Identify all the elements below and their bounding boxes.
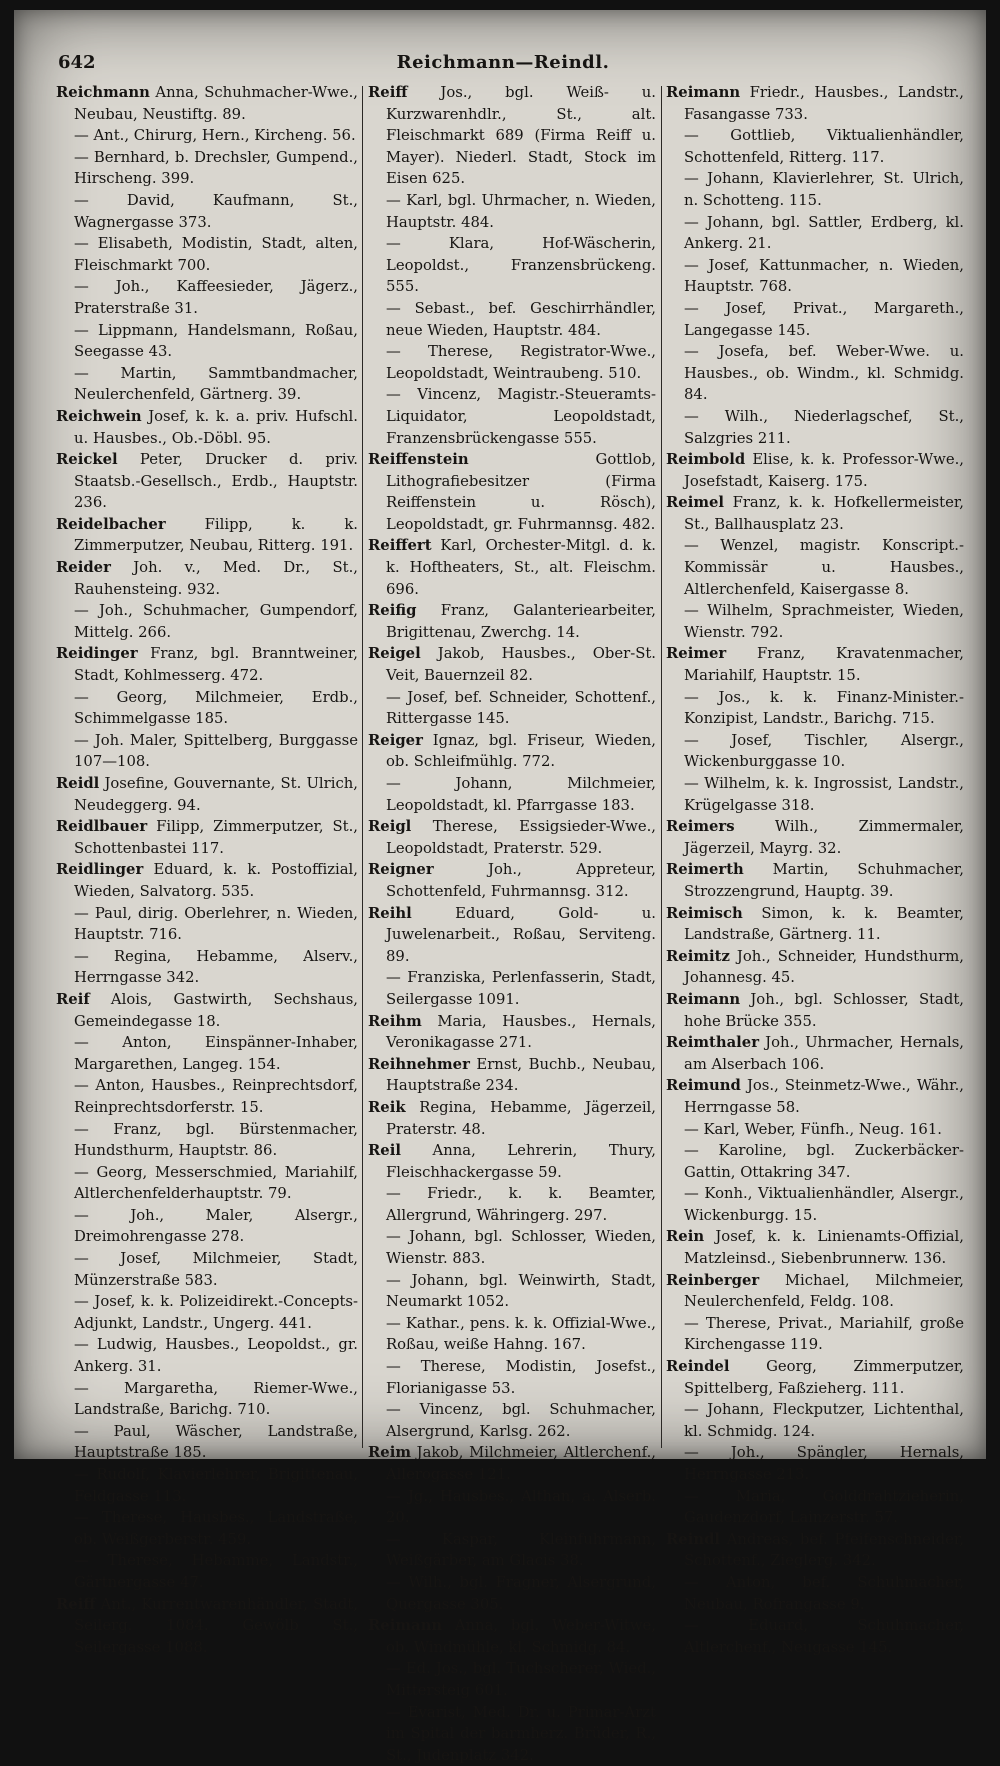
entry-details: — Anton, Hausbes., Reinprechtsdorf, Reinprechtsdorferstr. 15. <box>74 1077 358 1116</box>
entry-details: — Joh., Schuhmacher, Gumpendorf, Mittelg. 266. <box>74 602 358 641</box>
directory-entry <box>56 1291 358 1334</box>
entry-details: Franz, Kravatenmacher, Mariahilf, Hauptstr. 15. <box>684 645 964 685</box>
entry-surname: Reimers <box>666 818 735 836</box>
column-2 <box>368 82 656 1764</box>
entry-details: — Vincenz, bgl. Schuhmacher, Alsergrund, Karlsg. 262. <box>386 1401 656 1440</box>
directory-entry <box>56 1205 358 1248</box>
entry-surname: Reidlinger <box>56 861 144 879</box>
entry-details: — Therese, Hausbes., Landstraße, ob. Weißgerberstr. 459. <box>74 1509 358 1548</box>
entry-details: — Johann, Klavierlehrer, St. Ulrich, n. Schotteng. 115. <box>684 170 964 209</box>
column-rule <box>661 86 662 1448</box>
entry-details: Anna, bgl. Weber-Witwe, ob. Windmühle, kl. Schmidg. 84. <box>386 1617 656 1656</box>
entry-details: Ernst, Buchb., Neubau, Hauptstraße 234. <box>386 1055 656 1095</box>
directory-entry <box>368 82 656 190</box>
entry-details: Georg, Zimmerputzer, Spittelberg, Faßzieherg. 111. <box>684 1358 964 1397</box>
entry-surname: Reigel <box>368 645 421 663</box>
entry-details: — Josef, Milchmeier, Stadt, Münzerstraße 583. <box>74 1250 358 1289</box>
directory-entry <box>56 557 358 600</box>
entry-surname: Reimann <box>368 1617 443 1635</box>
directory-entry <box>368 298 656 341</box>
entry-details: — Joh., Spängler, Hernals, Herrngasse 213. <box>684 1444 964 1483</box>
entry-details: Joh., bgl. Schlosser, Stadt, hohe Brücke 355. <box>684 990 964 1030</box>
entry-details: — Ludwig, Hausbes., Leopoldst., gr. Ankerg. 31. <box>74 1336 358 1376</box>
entry-details: — Klara, Hof-Wäscherin, Leopoldst., Franzensbrückeng. 555. <box>386 235 656 296</box>
entry-surname: Reil <box>368 1142 401 1160</box>
directory-entry <box>368 903 656 968</box>
page-header <box>30 48 976 84</box>
directory-entry <box>56 276 358 319</box>
entry-details: — Maria, Golddrahtzieherin, Gaudenzdorf, Lainzerstr. 57. <box>684 1487 964 1527</box>
directory-entry <box>368 535 656 600</box>
entry-details: — Friedr., k. k. Beamter, Allergrund, Währingerg. 297. <box>386 1185 656 1224</box>
entry-details: Maria, Hausbes., Hernals, Veronikagasse 271. <box>386 1012 656 1052</box>
directory-entry <box>368 341 656 384</box>
directory-entry <box>56 1162 358 1205</box>
directory-entry <box>666 212 964 255</box>
directory-entry <box>368 190 656 233</box>
entry-surname: Reimthaler <box>666 1034 760 1052</box>
directory-entry <box>368 1140 656 1183</box>
directory-entry <box>666 946 964 989</box>
directory-entry <box>666 816 964 859</box>
entry-details: Anna, Lehrerin, Thury, Fleischhackergasse 59. <box>386 1142 656 1181</box>
directory-entry <box>666 449 964 492</box>
directory-entry <box>368 1572 656 1615</box>
entry-details: — Franziska, Perlenfasserin, Stadt, Seilergasse 1091. <box>386 969 656 1008</box>
directory-entry <box>368 1442 656 1485</box>
entry-details: — Josef, k. k. Polizeidirekt.-Concepts-Adjunkt, Landstr., Ungerg. 441. <box>74 1293 358 1332</box>
directory-entry <box>56 816 358 859</box>
directory-entry <box>56 946 358 989</box>
entry-details: — Lippmann, Handelsmann, Roßau, Seegasse 43. <box>74 321 358 361</box>
entry-details: Peter, Drucker d. priv. Staatsb.-Gesellsch., Erdb., Hauptstr. 236. <box>74 451 358 512</box>
entry-details: — Therese, Hebamme, Landstr., Gärtnergasse 47. <box>74 1552 358 1591</box>
directory-entry <box>666 535 964 600</box>
running-title: Reichmann—Reindl. <box>396 52 610 73</box>
entry-surname: Reimisch <box>666 904 743 922</box>
directory-entry <box>368 449 656 535</box>
entry-surname: Rein <box>666 1228 705 1246</box>
entry-surname: Reimerth <box>666 861 744 879</box>
entry-details: — Gottlieb, Viktualienhändler, Schottenfeld, Ritterg. 117. <box>684 127 964 166</box>
entry-surname: Reidelbacher <box>56 515 166 533</box>
entry-surname: Reimel <box>666 494 725 512</box>
entry-details: — Anton, bef. Schuhmacher, Neubau, Rofrangasse 9. <box>684 1573 964 1613</box>
directory-entry <box>666 989 964 1032</box>
directory-entry <box>56 320 358 363</box>
entry-details: — Regina, Hebamme, Alserv., Herrngasse 342. <box>74 947 358 987</box>
directory-entry <box>666 903 964 946</box>
entry-details: — Therese, Registrator-Wwe., Leopoldstadt, Weintraubeng. 510. <box>386 343 656 382</box>
entry-details: — Konh., Viktualienhändler, Alsergr., Wickenburgg. 15. <box>684 1185 964 1224</box>
entry-details: — Johann, bgl. Sattler, Erdberg, kl. Ankerg. 21. <box>684 213 964 253</box>
entry-surname: Reiger <box>368 731 423 749</box>
entry-details: — Jos., k. k. Finanz-Minister.-Konzipist, Landstr., Barichg. 715. <box>684 688 964 728</box>
entry-details: Simon, k. k. Beamter, Landstraße, Gärtnerg. 11. <box>684 904 964 944</box>
entry-surname: Reindl <box>666 1530 721 1548</box>
entry-details: — Sebast., bef. Geschirrhändler, neue Wieden, Hauptstr. 484. <box>386 299 656 339</box>
directory-entry <box>368 643 656 686</box>
directory-entry <box>368 1183 656 1226</box>
directory-entry <box>56 903 358 946</box>
entry-details: — Joh. Maler, Spittelberg, Burggasse 107—108. <box>74 731 358 771</box>
entry-details: Michael, Milchmeier, Neulerchenfeld, Feldg. 108. <box>684 1271 964 1311</box>
entry-details: — Wilh., Niederlagschef, St., Salzgries 211. <box>684 407 964 447</box>
directory-entry <box>368 233 656 298</box>
entry-details: Jos., Steinmetz-Wwe., Währ., Herrngasse 58. <box>684 1077 964 1116</box>
entry-details: Anna, Schuhmacher-Wwe., Neubau, Neustiftg. 89. <box>74 84 358 123</box>
directory-entry <box>666 1032 964 1075</box>
directory-entry <box>56 514 358 557</box>
entry-details: Filipp, Zimmerputzer, St., Schottenbastei 117. <box>74 818 358 857</box>
entry-details: — Ant., Chirurg, Hern., Kircheng. 56. <box>74 127 356 145</box>
entry-details: — Margaretha, Riemer-Wwe., Landstraße, Barichg. 710. <box>74 1379 358 1419</box>
entry-details: Josef, k. k. Linienamts-Offizial, Matzleinsd., Siebenbrunnerw. 136. <box>684 1228 964 1268</box>
entry-details: — Paul, Wäscher, Landstraße, Hauptstraße 185. <box>74 1422 358 1462</box>
entry-details: Joh., Appreteur, Schottenfeld, Fuhrmannsg. 312. <box>386 861 656 900</box>
entry-surname: Reidlbauer <box>56 818 148 836</box>
entry-details: — Martin, Sammtbandmacher, Neulerchenfeld, Gärtnerg. 39. <box>74 364 358 404</box>
directory-entry <box>368 1529 656 1572</box>
entry-details: Jakob, Hausbes., Ober-St. Veit, Bauernzeil 82. <box>386 645 656 685</box>
directory-entry <box>56 730 358 773</box>
directory-entry <box>56 643 358 686</box>
entry-surname: Reidinger <box>56 645 138 663</box>
directory-entry <box>666 406 964 449</box>
entry-details: Eduard, k. k. Postoffizial, Wieden, Salvatorg. 535. <box>74 861 358 900</box>
entry-details: — Joh., Kaffeesieder, Jägerz., Praterstraße 31. <box>74 278 358 317</box>
column-1 <box>56 82 358 1656</box>
directory-entry <box>56 1075 358 1118</box>
directory-entry <box>666 1442 964 1485</box>
directory-entry <box>368 1399 656 1442</box>
entry-surname: Reimbold <box>666 451 746 469</box>
directory-entry <box>368 816 656 859</box>
directory-entry <box>56 449 358 514</box>
directory-entry <box>666 1075 964 1118</box>
directory-entry <box>666 1313 964 1356</box>
directory-entry <box>666 168 964 211</box>
entry-details: — Franz, bgl. Bürstenmacher, Hundsthurm, Hauptstr. 86. <box>74 1120 358 1160</box>
entry-surname: Reifig <box>368 602 417 620</box>
directory-entry <box>666 643 964 686</box>
directory-page <box>14 10 986 1764</box>
directory-entry <box>56 989 358 1032</box>
entry-details: — Eduard, Schuhmacher, Altlerchenf., Neugasse 145. <box>684 1617 964 1656</box>
directory-entry <box>666 492 964 535</box>
entry-surname: Reimitz <box>666 947 730 965</box>
entry-surname: Reigl <box>368 818 412 836</box>
entry-surname: Reiffert <box>368 537 432 555</box>
directory-entry <box>666 125 964 168</box>
entry-details: — Johann, bgl. Weinwirth, Stadt, Neumarkt 1052. <box>386 1271 656 1311</box>
entry-details: Friedr., Hausbes., Landstr., Fasangasse 733. <box>684 84 964 123</box>
directory-entry <box>666 600 964 643</box>
entry-surname: Reimer <box>666 645 727 663</box>
directory-entry <box>368 1356 656 1399</box>
entry-details: — Therese, Modistin, Josefst., Florianigasse 53. <box>386 1358 656 1397</box>
entry-surname: Reimann <box>666 84 741 101</box>
directory-entry <box>666 1356 964 1399</box>
directory-entry <box>368 1054 656 1097</box>
entry-details: — Kaspar, Kleinfuhrmann, Weißgärber, am Glacis 38. <box>386 1530 656 1570</box>
entry-surname: Reidl <box>56 775 100 792</box>
entry-details: Eduard, Gold- u. Juwelenarbeit., Roßau, Serviteng. 89. <box>386 904 656 965</box>
entry-surname: Reichwein <box>56 407 142 425</box>
entry-details: Joh., Uhrmacher, Hernals, am Alserbach 106. <box>684 1034 964 1073</box>
directory-entry <box>368 1226 656 1269</box>
entry-details: Franz, k. k. Hofkellermeister, St., Ballhausplatz 23. <box>684 494 964 533</box>
directory-entry <box>368 967 656 1010</box>
entry-surname: Reimann <box>666 990 741 1008</box>
page-number: 642 <box>58 52 96 73</box>
directory-entry <box>56 1421 358 1464</box>
directory-entry <box>666 730 964 773</box>
directory-entry <box>56 1507 358 1550</box>
entry-details: Elise, k. k. Professor-Wwe., Josefstadt, Kaiserg. 175. <box>684 451 964 490</box>
entry-details: — Karoline, bgl. Zuckerbäcker-Gattin, Ottakring 347. <box>684 1142 964 1181</box>
entry-details: Andreas, bef. Pfeifenschneider, Schottenf., Zieglerg. 342. <box>684 1530 964 1570</box>
directory-entry <box>56 1550 358 1593</box>
entry-details: — Johann, Fleckputzer, Lichtenthal, kl. Schmidg. 124. <box>684 1401 964 1440</box>
entry-surname: Reim <box>368 1444 411 1462</box>
directory-entry <box>368 1097 656 1140</box>
entry-details: — Paul, dirig. Oberlehrer, n. Wieden, Hauptstr. 716. <box>74 904 358 944</box>
directory-entry <box>56 147 358 190</box>
directory-entry <box>666 255 964 298</box>
directory-entry <box>56 773 358 816</box>
entry-details: — Johann, bgl. Schlosser, Wieden, Wienstr. 883. <box>386 1228 656 1268</box>
directory-entry <box>666 1226 964 1269</box>
directory-entry <box>368 384 656 449</box>
entry-details: — Evarist, Med. Dr. u. Primar-Arzt im Spital der barmherz. Brüder, R., St., Judenplatz 342. <box>386 1703 656 1764</box>
entry-surname: Reindel <box>666 1358 730 1376</box>
entry-details: Ant., Kurrentwarenhändler, Stadt, Seilerg. 1084. Gewölb St., Seilergasse 1088. <box>74 1595 358 1656</box>
directory-entry <box>56 687 358 730</box>
entry-details: — Wilhelm, k. k. Ingrossist, Landstr., Krügelgasse 318. <box>684 775 964 814</box>
directory-entry <box>368 687 656 730</box>
entry-surname: Reiff <box>56 1595 96 1613</box>
entry-details: — Bernhard, b. Drechsler, Gumpend., Hirscheng. 399. <box>74 148 358 188</box>
entry-details: Joh., Schneider, Hundsthurm, Johannesg. 45. <box>684 947 964 987</box>
directory-entry <box>666 1486 964 1529</box>
entry-surname: Reiff <box>368 84 408 101</box>
entry-surname: Reif <box>56 990 90 1008</box>
entry-surname: Reigner <box>368 861 434 879</box>
entry-details: — Josef, Kattunmacher, n. Wieden, Hauptstr. 768. <box>684 256 964 296</box>
entry-details: — Vincenz, Magistr.-Steueramts-Liquidator, Leopoldstadt, Franzensbrückengasse 555. <box>386 386 656 447</box>
entry-surname: Reimund <box>666 1077 741 1095</box>
directory-entry <box>666 1119 964 1141</box>
entry-details: Regina, Hebamme, Jägerzeil, Praterstr. 48. <box>386 1098 656 1138</box>
directory-entry <box>56 1248 358 1291</box>
directory-entry <box>666 1529 964 1572</box>
entry-surname: Reihl <box>368 904 412 922</box>
directory-entry <box>56 363 358 406</box>
directory-entry <box>666 82 964 125</box>
entry-details: — Ed. Jos., bgl. Tuchscherer, Wied., Mittersteig 601. <box>386 1660 656 1699</box>
directory-entry <box>368 1313 656 1356</box>
directory-entry <box>666 1572 964 1615</box>
entry-details: Martin, Schuhmacher, Strozzengrund, Hauptg. 39. <box>684 861 964 900</box>
directory-entry <box>666 1140 964 1183</box>
entry-details: — Anton, Einspänner-Inhaber, Margarethen, Langeg. 154. <box>74 1034 358 1073</box>
directory-entry <box>666 773 964 816</box>
entry-details: — Georg, Messerschmied, Mariahilf, Altlerchenfelderhauptstr. 79. <box>74 1163 358 1203</box>
directory-entry <box>56 600 358 643</box>
directory-entry <box>666 1183 964 1226</box>
entry-surname: Reickel <box>56 451 118 469</box>
entry-details: — Wenzel, magistr. Konscript.-Kommissär u. Hausbes., Altlerchenfeld, Kaisergasse 8. <box>684 537 964 598</box>
directory-entry <box>368 1486 656 1529</box>
entry-details: — Elisabeth, Modistin, Stadt, alten, Fleischmarkt 700. <box>74 235 358 274</box>
entry-details: — Joh., Maler, Alsergr., Dreimohrengasse 278. <box>74 1206 358 1246</box>
entry-details: — Rudolf, Klavierlehrer, Brigittenau, Feldgasse 113. <box>74 1466 358 1505</box>
directory-entry <box>56 1119 358 1162</box>
entry-details: Franz, bgl. Branntweiner, Stadt, Kohlmesserg. 472. <box>74 645 358 685</box>
entry-details: — Johann, Milchmeier, Leopoldstadt, kl. Pfarrgasse 183. <box>386 775 656 814</box>
entry-details: Gottlob, Lithografiebesitzer (Firma Reiffenstein u. Rösch), Leopoldstadt, gr. Fuhrmannsg. 482. <box>386 451 656 533</box>
entry-surname: Reiffenstein <box>368 451 469 469</box>
entry-surname: Reinberger <box>666 1271 760 1289</box>
entry-details: — Karl, bgl. Uhrmacher, n. Wieden, Hauptstr. 484. <box>386 191 656 231</box>
entry-details: Franz, Galanteriearbeiter, Brigittenau, Zwerchg. 14. <box>386 602 656 641</box>
entry-details: Alois, Gastwirth, Sechshaus, Gemeindegasse 18. <box>74 990 358 1030</box>
directory-entry <box>368 1702 656 1766</box>
directory-entry <box>56 406 358 449</box>
entry-details: Karl, Orchester-Mitgl. d. k. k. Hoftheaters, St., alt. Fleischm. 696. <box>386 537 656 598</box>
column-3 <box>666 82 964 1656</box>
directory-entry <box>56 233 358 276</box>
directory-entry <box>666 687 964 730</box>
directory-entry <box>368 730 656 773</box>
directory-entry <box>368 1658 656 1701</box>
entry-details: — Josef, Privat., Margareth., Langegasse 145. <box>684 299 964 339</box>
column-rule <box>362 86 363 1448</box>
entry-details: — Kathar., pens. k. k. Offizial-Wwe., Roßau, weiße Hahng. 167. <box>386 1314 656 1354</box>
directory-entry <box>666 1615 964 1658</box>
entry-details: Therese, Essigsieder-Wwe., Leopoldstadt, Praterstr. 529. <box>386 818 656 857</box>
entry-details: Jos., bgl. Weiß- u. Kurzwarenhdlr., St., alt. Fleischmarkt 689 (Firma Reiff u. Mayer). Niederl. Stadt, Stock im Eisen 625. <box>386 84 656 188</box>
directory-entry <box>368 773 656 816</box>
directory-entry <box>56 125 358 147</box>
entry-details: — Karl, Weber, Fünfh., Neug. 161. <box>684 1120 942 1138</box>
entry-details: Joh. v., Med. Dr., St., Rauhensteing. 932. <box>74 559 358 598</box>
directory-entry <box>666 859 964 902</box>
directory-entry <box>368 1270 656 1313</box>
entry-details: Filipp, k. k. Zimmerputzer, Neubau, Ritterg. 191. <box>74 515 358 555</box>
entry-details: Wilh., Zimmermaler, Jägerzeil, Mayrg. 32. <box>684 818 964 857</box>
entry-details: — Wilh., bgl. Fragner, Alsergrund, Quergasse 305. <box>386 1573 656 1613</box>
directory-entry <box>56 859 358 902</box>
directory-entry <box>368 1615 656 1658</box>
entry-surname: Reichmann <box>56 84 150 101</box>
entry-details: Ignaz, bgl. Friseur, Wieden, ob. Schleifmühlg. 772. <box>386 731 656 771</box>
entry-surname: Reihnehmer <box>368 1055 470 1073</box>
directory-entry <box>56 1334 358 1377</box>
directory-entry <box>56 1594 358 1659</box>
directory-entry <box>56 190 358 233</box>
entry-details: — Wilhelm, Sprachmeister, Wieden, Wienstr. 792. <box>684 602 964 641</box>
directory-entry <box>56 1032 358 1075</box>
directory-entry <box>666 1270 964 1313</box>
directory-entry <box>666 298 964 341</box>
entry-surname: Reider <box>56 559 111 577</box>
entry-details: — Josefa, bef. Weber-Wwe. u. Hausbes., ob. Windm., kl. Schmidg. 84. <box>684 343 964 404</box>
directory-entry <box>56 82 358 125</box>
directory-entry <box>56 1378 358 1421</box>
entry-details: — Jg., Hausbes., Althan, a. Alserb. 20. <box>386 1487 656 1527</box>
entry-surname: Reihm <box>368 1012 422 1030</box>
entry-details: — Josef, Tischler, Alsergr., Wickenburggasse 10. <box>684 731 964 771</box>
entry-details: — Josef, bef. Schneider, Schottenf., Rittergasse 145. <box>386 688 656 728</box>
entry-details: Josef, k. k. a. priv. Hufschl. u. Hausbes., Ob.-Döbl. 95. <box>74 407 358 447</box>
entry-details: — Georg, Milchmeier, Erdb., Schimmelgasse 185. <box>74 688 358 728</box>
entry-details: — David, Kaufmann, St., Wagnergasse 373. <box>74 191 358 231</box>
directory-entry <box>666 341 964 406</box>
entry-surname: Reik <box>368 1098 406 1116</box>
entry-details: Josefine, Gouvernante, St. Ulrich, Neudeggerg. 94. <box>74 775 358 814</box>
directory-entry <box>56 1464 358 1507</box>
directory-entry <box>368 600 656 643</box>
entry-details: Jakob, Milchmeier, Altlerchenf., Allerogasse 121. <box>386 1444 656 1483</box>
directory-entry <box>368 859 656 902</box>
entry-details: — Therese, Privat., Mariahilf, große Kirchengasse 119. <box>684 1314 964 1354</box>
directory-entry <box>368 1011 656 1054</box>
directory-entry <box>666 1399 964 1442</box>
